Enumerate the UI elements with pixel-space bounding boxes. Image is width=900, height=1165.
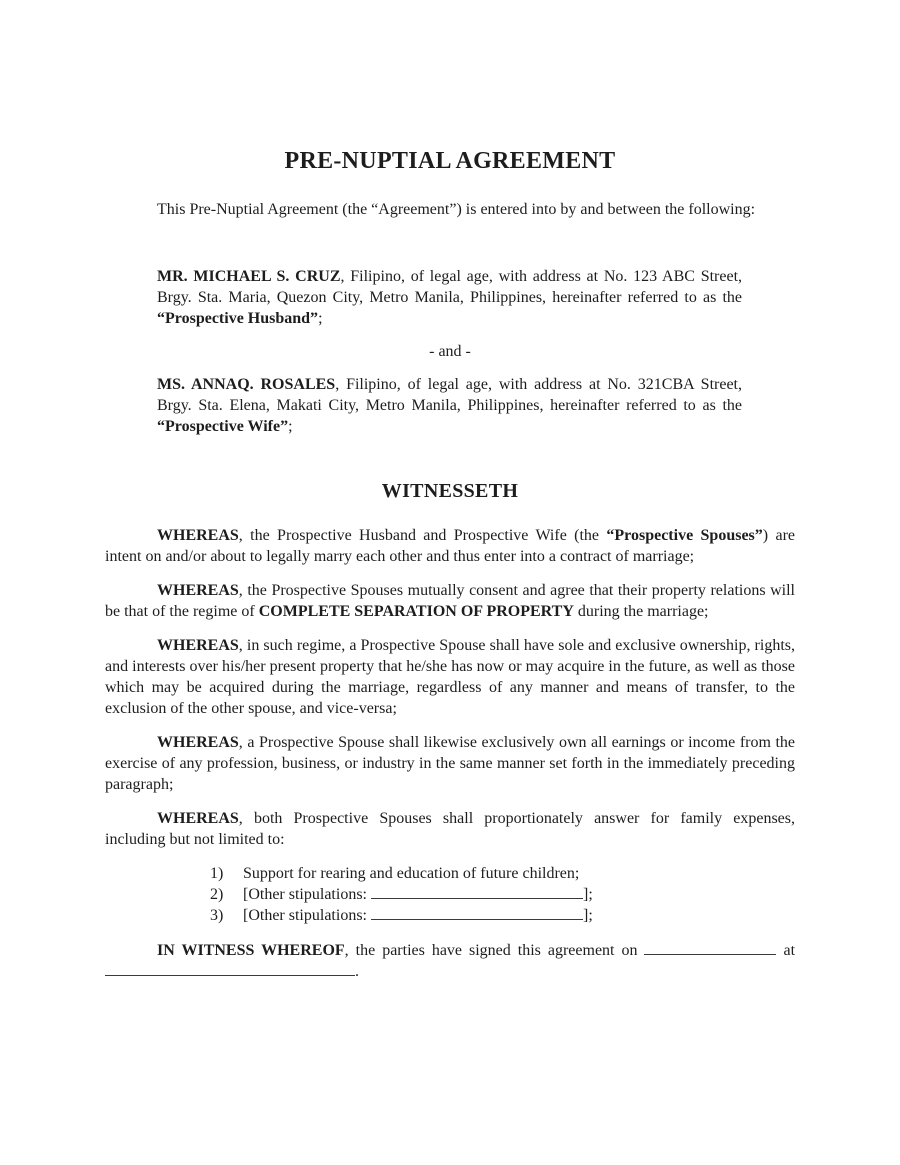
whereas-clause-1	[105, 525, 795, 567]
and-separator: - and -	[429, 343, 471, 360]
stipulation-list	[210, 863, 795, 926]
place-blank-line	[105, 961, 355, 976]
wife-paragraph	[157, 374, 742, 437]
whereas-text: , in such regime, a Prospective Spouse shall have sole and exclusive ownership, rights, and interests over his/her present property that he/she has now or may acquire in the future, as well as those which may be acquired during the marriage, regardless of any manner and means of transfer, to the exclusion of the other spouse, and vice-versa;	[105, 637, 795, 717]
husband-paragraph	[157, 266, 742, 329]
husband-name: MR. MICHAEL S. CRUZ	[157, 268, 341, 285]
whereas-text: , a Prospective Spouse shall likewise exclusively own all earnings or income from the exercise of any profession, business, or industry in the same manner set forth in the immediately preceding paragraph;	[105, 734, 795, 793]
document-title: PRE-NUPTIAL AGREEMENT	[284, 148, 616, 174]
intro-paragraph: This Pre-Nuptial Agreement (the “Agreement”) is entered into by and between the following:	[157, 201, 756, 218]
stipulation-number: 1)	[210, 865, 224, 882]
whereas-bold: “Prospective Spouses”	[606, 527, 763, 544]
closing-text: at	[776, 942, 796, 959]
date-blank-line	[644, 940, 776, 955]
whereas-lead: WHEREAS	[157, 527, 239, 544]
husband-tail: ;	[318, 310, 323, 327]
stipulation-text: [Other stipulations:	[243, 907, 371, 924]
stipulation-text: Support for rearing and education of future children;	[243, 865, 580, 882]
whereas-bold: COMPLETE SEPARATION OF PROPERTY	[258, 603, 574, 620]
wife-tail: ;	[288, 418, 293, 435]
whereas-clause-3	[105, 635, 795, 719]
whereas-lead: WHEREAS	[157, 637, 239, 654]
stipulation-number: 3)	[210, 907, 224, 924]
whereas-text: , both Prospective Spouses shall proportionately answer for family expenses, including but not limited to:	[105, 810, 795, 848]
stipulation-item-3	[210, 905, 795, 926]
stipulation-blank-line	[371, 905, 583, 920]
whereas-clause-4	[105, 732, 795, 795]
closing-tail: .	[355, 963, 359, 980]
stipulation-blank-line	[371, 884, 583, 899]
stipulation-suffix: ];	[582, 907, 593, 924]
stipulation-item-1	[210, 863, 795, 884]
closing-paragraph	[105, 940, 795, 982]
wife-alias: “Prospective Wife”	[157, 418, 289, 435]
whereas-clause-5	[105, 808, 795, 850]
whereas-lead: WHEREAS	[157, 810, 239, 827]
husband-alias: “Prospective Husband”	[157, 310, 319, 327]
closing-text: , the parties have signed this agreement on	[344, 942, 645, 959]
stipulation-number: 2)	[210, 886, 224, 903]
wife-details: , Filipino, of legal age, with address at No. 321CBA Street, Brgy. Sta. Elena, Makati City, Metro Manila, Philippines, hereinafter referred to as the	[157, 376, 742, 414]
whereas-clause-2	[105, 580, 795, 622]
whereas-text: during the marriage;	[573, 603, 709, 620]
witnesseth-heading: WITNESSETH	[381, 480, 519, 502]
whereas-lead: WHEREAS	[157, 582, 239, 599]
stipulation-item-2	[210, 884, 795, 905]
closing-lead: IN WITNESS WHEREOF	[157, 942, 345, 959]
wife-name: MS. ANNAQ. ROSALES	[157, 376, 336, 393]
whereas-text: , the Prospective Spouses mutually consent and agree that their property relations will be that of the regime of	[105, 582, 795, 620]
stipulation-suffix: ];	[582, 886, 593, 903]
whereas-text: , the Prospective Husband and Prospective Wife (the	[238, 527, 607, 544]
whereas-text: ) are intent on and/or about to legally marry each other and thus enter into a contract of marriage;	[105, 527, 796, 565]
stipulation-text: [Other stipulations:	[243, 886, 371, 903]
husband-details: , Filipino, of legal age, with address at No. 123 ABC Street, Brgy. Sta. Maria, Quezon City, Metro Manila, Philippines, hereinafter referred to as the	[157, 268, 743, 306]
whereas-lead: WHEREAS	[157, 734, 239, 751]
